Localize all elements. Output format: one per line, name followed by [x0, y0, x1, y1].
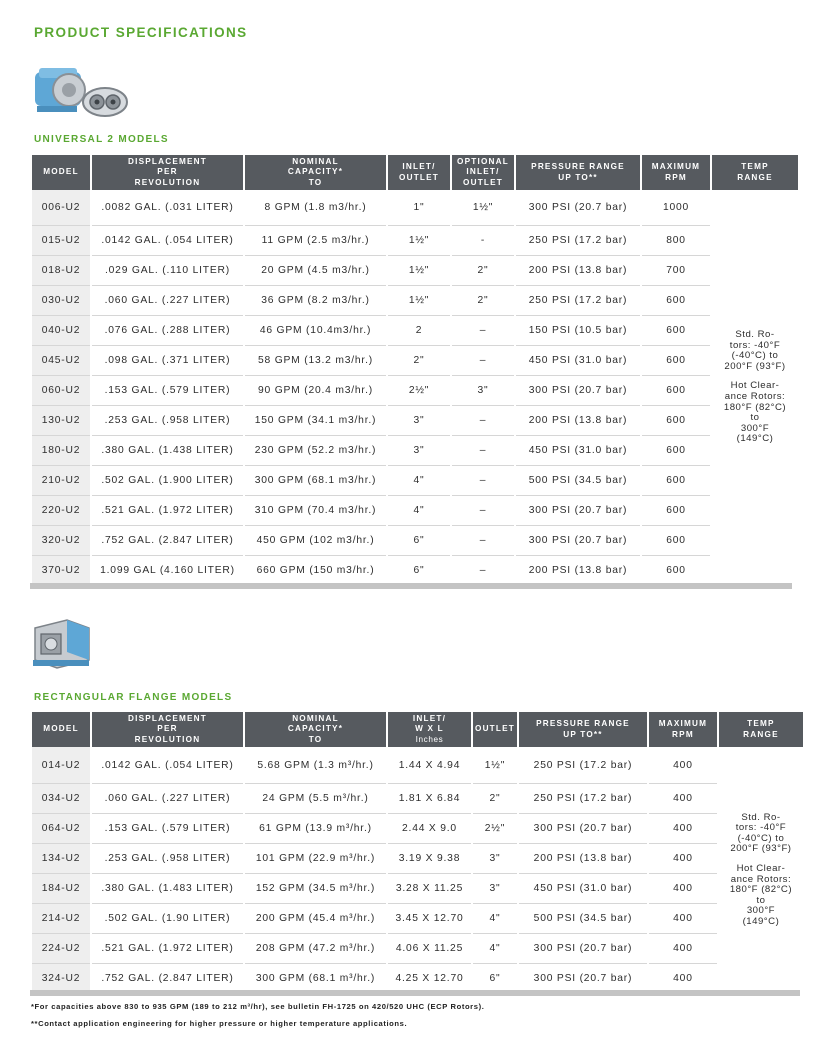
table-row	[32, 963, 803, 993]
u2-cell-model: 320-U2	[32, 525, 90, 555]
table-row	[32, 225, 798, 255]
u2-cell-pressure: 300 PSI (20.7 bar)	[516, 495, 640, 525]
temp-range-line: Std. Ro-	[741, 811, 781, 823]
u2-cell-rpm: 600	[642, 285, 710, 315]
u2-cell-inlet: 6"	[388, 555, 450, 585]
rf-cell-inlet: 1.81 X 6.84	[388, 783, 471, 813]
temp-range-line: ance Rotors:	[730, 873, 792, 885]
table-row	[32, 375, 798, 405]
u2-cell-model: 018-U2	[32, 255, 90, 285]
u2-table-bottom-bar	[30, 583, 792, 589]
rf-cell-inlet: 3.19 X 9.38	[388, 843, 471, 873]
u2-cell-inlet: 1½"	[388, 255, 450, 285]
temp-range-line: to	[750, 412, 760, 424]
temp-range-line: to	[756, 894, 766, 906]
u2-cell-rpm: 800	[642, 225, 710, 255]
rf-cell-rpm: 400	[649, 783, 717, 813]
u2-cell-disp: .253 GAL. (.958 LITER)	[92, 405, 243, 435]
rf-cell-rpm: 400	[649, 747, 717, 783]
rf-cell-model: 064-U2	[32, 813, 90, 843]
u2-section-title: UNIVERSAL 2 MODELS	[34, 134, 169, 145]
footnote-pressure: **Contact application engineering for higher pressure or higher temperature applications.	[31, 1019, 408, 1028]
u2-cell-disp: .029 GAL. (.110 LITER)	[92, 255, 243, 285]
temp-range-line: 300°F	[746, 905, 776, 917]
table-row	[32, 933, 803, 963]
rf-cell-model: 224-U2	[32, 933, 90, 963]
table-row	[32, 903, 803, 933]
table-row	[32, 525, 798, 555]
temp-range-cell	[712, 190, 798, 585]
u2-cell-opt: 3"	[452, 375, 514, 405]
u2-cell-opt: –	[452, 405, 514, 435]
rf-cell-pressure: 300 PSI (20.7 bar)	[519, 933, 647, 963]
u2-cell-opt: 1½"	[452, 190, 514, 225]
rf-cell-outlet: 4"	[473, 933, 517, 963]
temp-range-line: Std. Ro-	[735, 329, 775, 341]
u2-cell-model: 370-U2	[32, 555, 90, 585]
table-row	[32, 813, 803, 843]
rf-cell-inlet: 3.45 X 12.70	[388, 903, 471, 933]
u2-cell-pressure: 200 PSI (13.8 bar)	[516, 255, 640, 285]
u2-cell-pressure: 250 PSI (17.2 bar)	[516, 285, 640, 315]
temp-range-line: 200°F (93°F)	[724, 360, 786, 372]
table-row	[32, 190, 798, 225]
rf-cell-cap: 61 GPM (13.9 m³/hr.)	[245, 813, 386, 843]
u2-col-displacement: DISPLACEMENT PER REVOLUTION	[92, 155, 243, 190]
rf-cell-cap: 300 GPM (68.1 m³/hr.)	[245, 963, 386, 993]
rf-cell-model: 184-U2	[32, 873, 90, 903]
rf-cell-cap: 200 GPM (45.4 m³/hr.)	[245, 903, 386, 933]
u2-cell-cap: 150 GPM (34.1 m3/hr.)	[245, 405, 386, 435]
footnote-capacity: *For capacities above 830 to 935 GPM (189 to 212 m³/hr), see bulletin FH-1725 on 420/520 UHC (ECP Rotors).	[31, 1002, 485, 1011]
u2-cell-inlet: 2	[388, 315, 450, 345]
u2-col-model: MODEL	[32, 155, 90, 190]
u2-cell-rpm: 600	[642, 405, 710, 435]
u2-cell-inlet: 4"	[388, 495, 450, 525]
rf-cell-disp: .253 GAL. (.958 LITER)	[92, 843, 243, 873]
u2-col-rpm: MAXIMUM RPM	[642, 155, 710, 190]
u2-cell-disp: .380 GAL. (1.438 LITER)	[92, 435, 243, 465]
table-row	[32, 783, 803, 813]
u2-cell-model: 220-U2	[32, 495, 90, 525]
table-row	[32, 435, 798, 465]
u2-cell-pressure: 300 PSI (20.7 bar)	[516, 375, 640, 405]
u2-cell-disp: .153 GAL. (.579 LITER)	[92, 375, 243, 405]
table-row	[32, 345, 798, 375]
rf-cell-model: 034-U2	[32, 783, 90, 813]
u2-cell-inlet: 1½"	[388, 285, 450, 315]
table-row	[32, 405, 798, 435]
rf-cell-disp: .502 GAL. (1.90 LITER)	[92, 903, 243, 933]
u2-cell-rpm: 600	[642, 525, 710, 555]
u2-cell-cap: 46 GPM (10.4m3/hr.)	[245, 315, 386, 345]
rf-cell-pressure: 300 PSI (20.7 bar)	[519, 963, 647, 993]
u2-cell-cap: 8 GPM (1.8 m3/hr.)	[245, 190, 386, 225]
u2-cell-inlet: 2"	[388, 345, 450, 375]
table-row	[32, 843, 803, 873]
temp-range-line: 200°F (93°F)	[730, 843, 792, 855]
u2-cell-disp: .060 GAL. (.227 LITER)	[92, 285, 243, 315]
table-row	[32, 747, 803, 783]
rf-pump-image	[27, 614, 99, 674]
u2-cell-rpm: 600	[642, 555, 710, 585]
u2-cell-pressure: 200 PSI (13.8 bar)	[516, 405, 640, 435]
rf-cell-outlet: 3"	[473, 873, 517, 903]
rf-cell-inlet: 4.06 X 11.25	[388, 933, 471, 963]
table-row	[32, 873, 803, 903]
rf-cell-model: 324-U2	[32, 963, 90, 993]
temp-range-cell	[719, 747, 803, 993]
u2-cell-rpm: 600	[642, 435, 710, 465]
u2-cell-opt: –	[452, 435, 514, 465]
u2-cell-inlet: 4"	[388, 465, 450, 495]
rf-cell-pressure: 450 PSI (31.0 bar)	[519, 873, 647, 903]
rf-col-capacity: NOMINAL CAPACITY* TO	[245, 712, 386, 747]
rf-cell-disp: .521 GAL. (1.972 LITER)	[92, 933, 243, 963]
u2-cell-inlet: 1"	[388, 190, 450, 225]
u2-cell-disp: .0142 GAL. (.054 LITER)	[92, 225, 243, 255]
u2-cell-disp: .521 GAL. (1.972 LITER)	[92, 495, 243, 525]
rf-cell-inlet: 3.28 X 11.25	[388, 873, 471, 903]
rf-col-outlet: OUTLET	[473, 712, 517, 747]
u2-cell-pressure: 500 PSI (34.5 bar)	[516, 465, 640, 495]
u2-cell-model: 210-U2	[32, 465, 90, 495]
u2-cell-opt: 2"	[452, 255, 514, 285]
u2-cell-inlet: 2½"	[388, 375, 450, 405]
rf-cell-cap: 5.68 GPM (1.3 m³/hr.)	[245, 747, 386, 783]
rf-cell-outlet: 2"	[473, 783, 517, 813]
u2-cell-rpm: 600	[642, 315, 710, 345]
rf-cell-cap: 101 GPM (22.9 m³/hr.)	[245, 843, 386, 873]
rf-col-rpm: MAXIMUM RPM	[649, 712, 717, 747]
temp-range-line: (149°C)	[742, 915, 780, 927]
temp-range-line: Hot Clear-	[736, 862, 786, 874]
u2-cell-model: 040-U2	[32, 315, 90, 345]
temp-range-line: 180°F (82°C)	[723, 401, 787, 413]
rf-cell-model: 134-U2	[32, 843, 90, 873]
temp-range-line: (149°C)	[736, 433, 774, 445]
u2-col-temp: TEMP RANGE	[712, 155, 798, 190]
u2-cell-cap: 450 GPM (102 m3/hr.)	[245, 525, 386, 555]
rf-col-pressure: PRESSURE RANGE UP TO**	[519, 712, 647, 747]
rf-cell-model: 214-U2	[32, 903, 90, 933]
u2-cell-disp: 1.099 GAL (4.160 LITER)	[92, 555, 243, 585]
temp-range-line: Hot Clear-	[730, 380, 780, 392]
rf-cell-outlet: 6"	[473, 963, 517, 993]
u2-cell-opt: –	[452, 555, 514, 585]
u2-cell-cap: 58 GPM (13.2 m3/hr.)	[245, 345, 386, 375]
rf-cell-cap: 152 GPM (34.5 m³/hr.)	[245, 873, 386, 903]
u2-cell-opt: 2"	[452, 285, 514, 315]
u2-cell-disp: .098 GAL. (.371 LITER)	[92, 345, 243, 375]
rf-cell-outlet: 3"	[473, 843, 517, 873]
rf-cell-pressure: 200 PSI (13.8 bar)	[519, 843, 647, 873]
table-row	[32, 285, 798, 315]
u2-cell-rpm: 700	[642, 255, 710, 285]
u2-cell-model: 180-U2	[32, 435, 90, 465]
rf-spec-table	[30, 712, 805, 993]
rf-cell-disp: .380 GAL. (1.483 LITER)	[92, 873, 243, 903]
rf-cell-outlet: 1½"	[473, 747, 517, 783]
u2-cell-rpm: 600	[642, 495, 710, 525]
rf-cell-outlet: 2½"	[473, 813, 517, 843]
u2-cell-cap: 36 GPM (8.2 m3/hr.)	[245, 285, 386, 315]
u2-cell-opt: –	[452, 465, 514, 495]
u2-cell-cap: 11 GPM (2.5 m3/hr.)	[245, 225, 386, 255]
rf-cell-pressure: 250 PSI (17.2 bar)	[519, 747, 647, 783]
u2-cell-pressure: 450 PSI (31.0 bar)	[516, 435, 640, 465]
u2-col-capacity: NOMINAL CAPACITY* TO	[245, 155, 386, 190]
u2-cell-model: 030-U2	[32, 285, 90, 315]
rf-cell-inlet: 2.44 X 9.0	[388, 813, 471, 843]
u2-cell-inlet: 1½"	[388, 225, 450, 255]
temp-range-line: (-40°C) to	[731, 350, 779, 362]
rf-cell-disp: .153 GAL. (.579 LITER)	[92, 813, 243, 843]
u2-cell-pressure: 300 PSI (20.7 bar)	[516, 190, 640, 225]
u2-cell-cap: 660 GPM (150 m3/hr.)	[245, 555, 386, 585]
rf-col-inlet: INLET/ W X L Inches	[388, 712, 471, 747]
rf-cell-outlet: 4"	[473, 903, 517, 933]
rf-cell-disp: .752 GAL. (2.847 LITER)	[92, 963, 243, 993]
u2-cell-inlet: 3"	[388, 435, 450, 465]
table-row	[32, 255, 798, 285]
table-row	[32, 555, 798, 585]
u2-col-optional: OPTIONAL INLET/ OUTLET	[452, 155, 514, 190]
temp-range-line: tors: -40°F	[729, 339, 781, 351]
rf-section-title: RECTANGULAR FLANGE MODELS	[34, 692, 233, 703]
u2-cell-rpm: 600	[642, 465, 710, 495]
u2-cell-cap: 20 GPM (4.5 m3/hr.)	[245, 255, 386, 285]
u2-cell-rpm: 600	[642, 345, 710, 375]
u2-cell-cap: 90 GPM (20.4 m3/hr.)	[245, 375, 386, 405]
u2-spec-table	[30, 155, 800, 585]
rf-cell-rpm: 400	[649, 873, 717, 903]
rf-cell-inlet: 4.25 X 12.70	[388, 963, 471, 993]
u2-cell-cap: 310 GPM (70.4 m3/hr.)	[245, 495, 386, 525]
rf-cell-rpm: 400	[649, 963, 717, 993]
u2-cell-cap: 300 GPM (68.1 m3/hr.)	[245, 465, 386, 495]
rf-col-model: MODEL	[32, 712, 90, 747]
u2-cell-pressure: 300 PSI (20.7 bar)	[516, 525, 640, 555]
u2-cell-pressure: 150 PSI (10.5 bar)	[516, 315, 640, 345]
rf-cell-model: 014-U2	[32, 747, 90, 783]
temp-range-line: 300°F	[740, 422, 770, 434]
u2-cell-inlet: 3"	[388, 405, 450, 435]
rf-cell-pressure: 250 PSI (17.2 bar)	[519, 783, 647, 813]
rf-col-temp: TEMP RANGE	[719, 712, 803, 747]
u2-cell-disp: .076 GAL. (.288 LITER)	[92, 315, 243, 345]
u2-cell-rpm: 1000	[642, 190, 710, 225]
rf-cell-pressure: 300 PSI (20.7 bar)	[519, 813, 647, 843]
u2-cell-disp: .0082 GAL. (.031 LITER)	[92, 190, 243, 225]
u2-cell-opt: -	[452, 225, 514, 255]
u2-cell-pressure: 250 PSI (17.2 bar)	[516, 225, 640, 255]
table-row	[32, 495, 798, 525]
u2-cell-cap: 230 GPM (52.2 m3/hr.)	[245, 435, 386, 465]
rf-col-displacement: DISPLACEMENT PER REVOLUTION	[92, 712, 243, 747]
rf-cell-disp: .060 GAL. (.227 LITER)	[92, 783, 243, 813]
table-row	[32, 465, 798, 495]
u2-cell-opt: –	[452, 345, 514, 375]
u2-cell-opt: –	[452, 525, 514, 555]
u2-cell-pressure: 200 PSI (13.8 bar)	[516, 555, 640, 585]
temp-range-line: ance Rotors:	[724, 391, 786, 402]
u2-cell-model: 060-U2	[32, 375, 90, 405]
u2-cell-disp: .502 GAL. (1.900 LITER)	[92, 465, 243, 495]
rf-cell-disp: .0142 GAL. (.054 LITER)	[92, 747, 243, 783]
rf-cell-rpm: 400	[649, 843, 717, 873]
u2-cell-pressure: 450 PSI (31.0 bar)	[516, 345, 640, 375]
rf-cell-cap: 24 GPM (5.5 m³/hr.)	[245, 783, 386, 813]
u2-cell-rpm: 600	[642, 375, 710, 405]
temp-range-line: 180°F (82°C)	[729, 884, 793, 896]
temp-range-line: (-40°C) to	[737, 832, 785, 844]
u2-cell-inlet: 6"	[388, 525, 450, 555]
temp-range-line: tors: -40°F	[735, 822, 787, 834]
u2-cell-model: 045-U2	[32, 345, 90, 375]
rf-cell-cap: 208 GPM (47.2 m³/hr.)	[245, 933, 386, 963]
u2-col-inlet: INLET/ OUTLET	[388, 155, 450, 190]
u2-cell-model: 006-U2	[32, 190, 90, 225]
rf-table-bottom-bar	[30, 990, 800, 996]
u2-pump-image	[33, 62, 133, 122]
rf-cell-inlet: 1.44 X 4.94	[388, 747, 471, 783]
u2-cell-model: 130-U2	[32, 405, 90, 435]
u2-cell-opt: –	[452, 315, 514, 345]
u2-cell-opt: –	[452, 495, 514, 525]
rf-cell-pressure: 500 PSI (34.5 bar)	[519, 903, 647, 933]
u2-col-pressure: PRESSURE RANGE UP TO**	[516, 155, 640, 190]
u2-cell-disp: .752 GAL. (2.847 LITER)	[92, 525, 243, 555]
u2-cell-model: 015-U2	[32, 225, 90, 255]
rf-cell-rpm: 400	[649, 813, 717, 843]
rf-cell-rpm: 400	[649, 903, 717, 933]
rf-cell-rpm: 400	[649, 933, 717, 963]
table-row	[32, 315, 798, 345]
page-title: PRODUCT SPECIFICATIONS	[34, 25, 248, 40]
